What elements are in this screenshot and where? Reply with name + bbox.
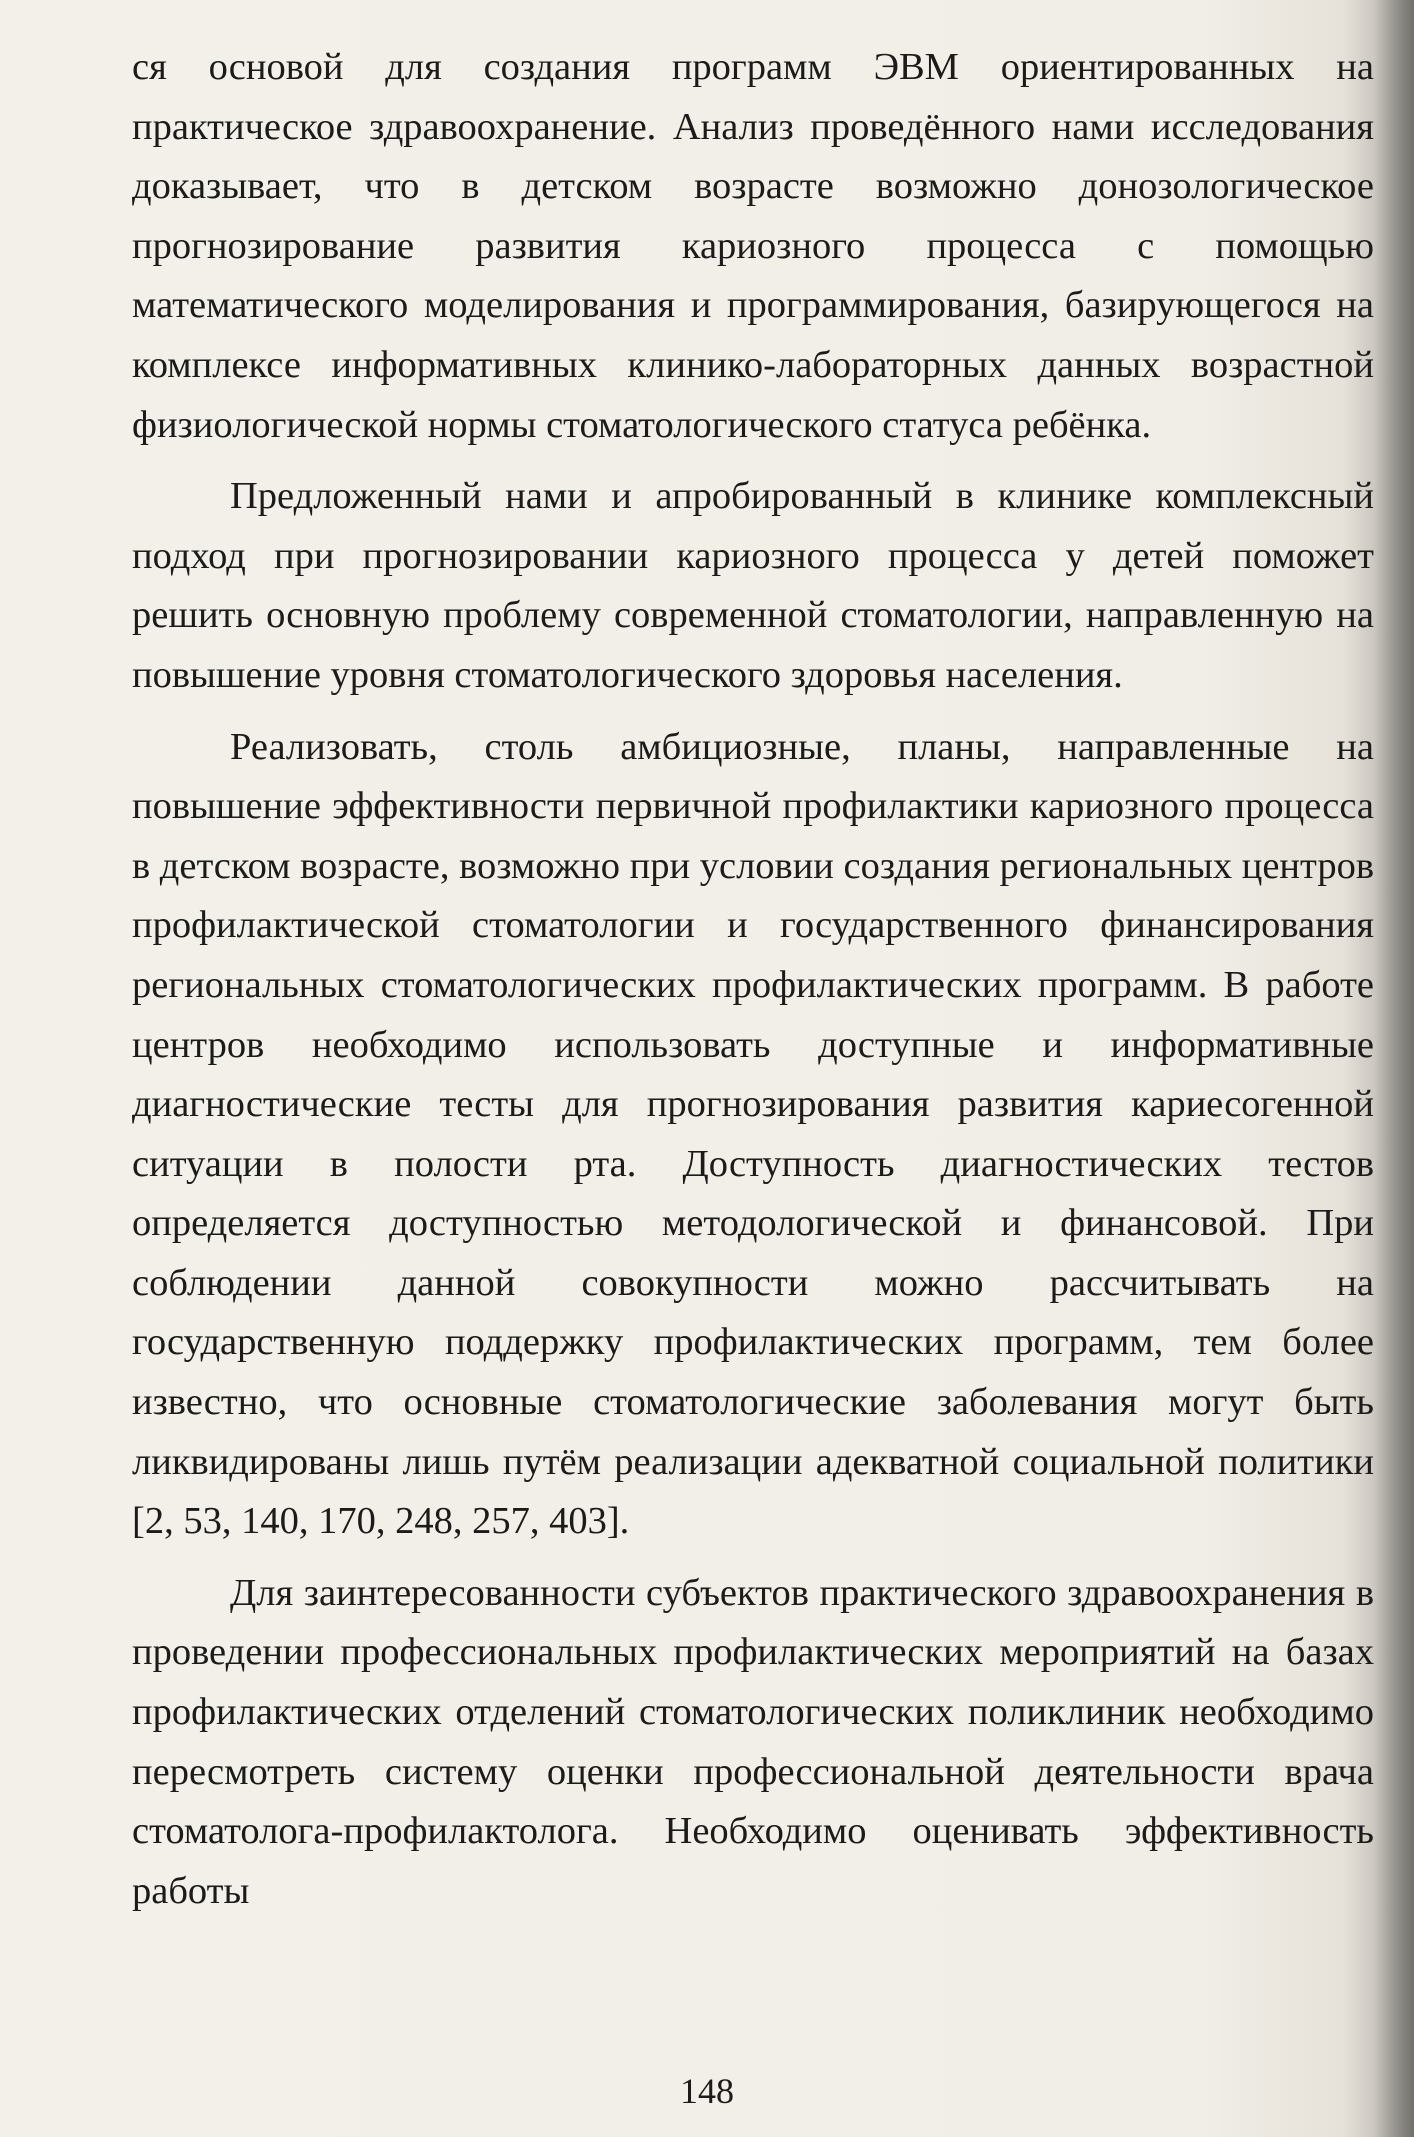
body-text	[132, 38, 1374, 1921]
paragraph-2: Предложенный нами и апробированный в клинике комплексный подход при прогнозировании кариозного процесса у детей поможет решить основную проблему современной стоматологии, направленную на повышение уровня стоматологического здоровья населения.	[132, 475, 1374, 696]
page-edge-shadow	[1374, 0, 1414, 2137]
paragraph-3: Реализовать, столь амбициозные, планы, направленные на повышение эффективности первичной профилактики кариозного процесса в детском возрасте, возможно при условии создания региональных центров профилактической стоматологии и государственного финансирования региональных стоматологических профилактических программ. В работе центров необходимо использовать доступные и информативные диагностические тесты для прогнозирования развития кариесогенной ситуации в полости рта. Доступность диагностических тестов определяется доступностью методологической и финансовой. При соблюдении данной совокупности можно рассчитывать на государственную поддержку профилактических программ, тем более известно, что основные стоматологические заболевания могут быть ликвидированы лишь путём реализации адекватной социальной политики [2, 53, 140, 170, 248, 257, 403].	[132, 725, 1375, 1543]
paragraph-4: Для заинтересованности субъектов практического здравоохранения в проведении профессиональных профилактических мероприятий на базах профилактических отделений стоматологических поликлиник необходимо пересмотреть систему оценки профессиональной деятельности врача стоматолога-профилактолога. Необходимо оценивать эффективность работы	[132, 1571, 1374, 1912]
paragraph-1: ся основой для создания программ ЭВМ ориентированных на практическое здравоохранение. Анализ проведённого нами исследования доказывает, что в детском возрасте возможно донозологическое прогнозирование развития кариозного процесса с помощью математического моделирования и программирования, базирующегося на комплексе информативных клинико-лабораторных данных возрастной физиологической нормы стоматологического статуса ребёнка.	[132, 46, 1374, 446]
page-number: 148	[680, 2071, 734, 2111]
